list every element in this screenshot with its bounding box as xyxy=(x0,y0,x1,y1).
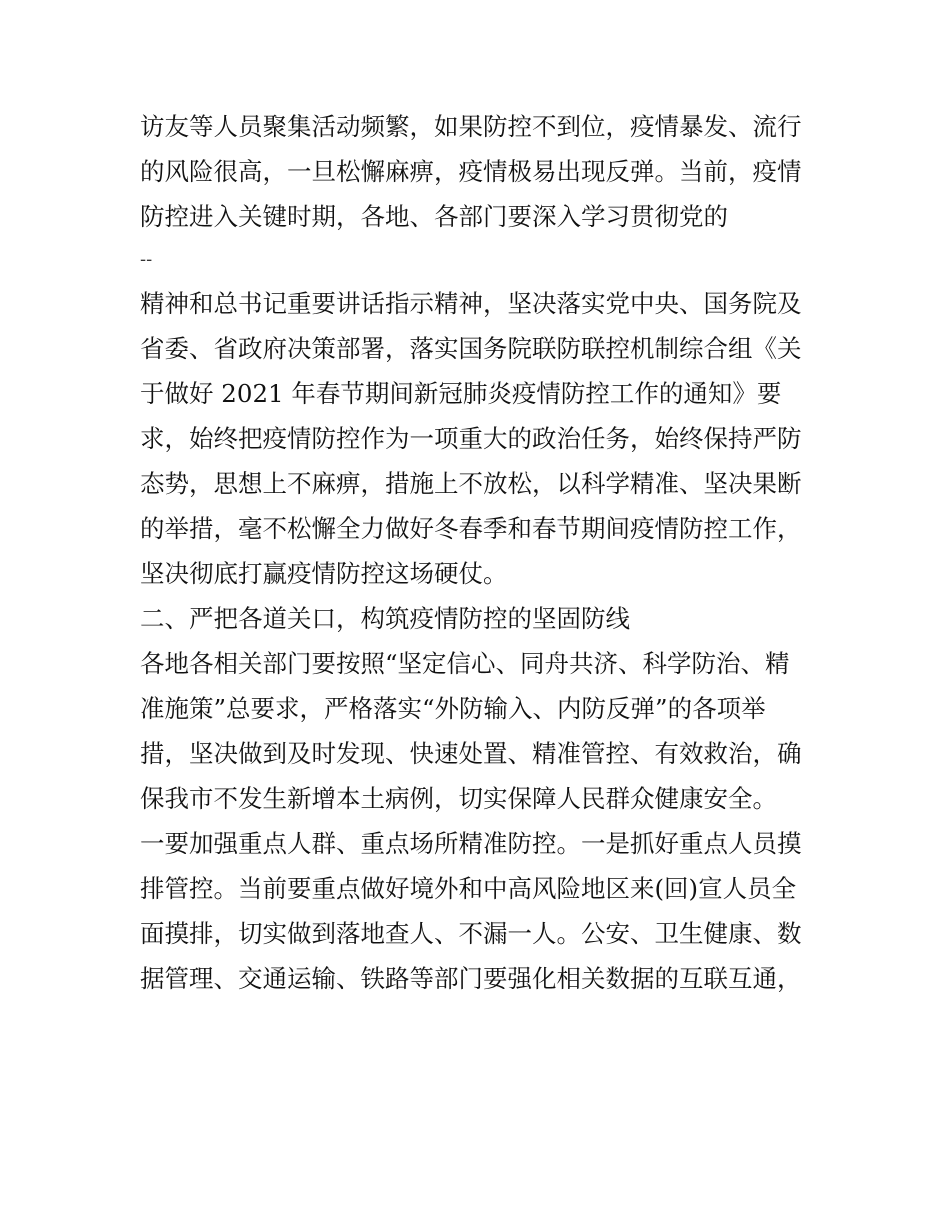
text-line: 求，始终把疫情防控作为一项重大的政治任务，始终保持严防 xyxy=(140,424,802,453)
section-heading: 二、严把各道关口，构筑疫情防控的坚固防线 xyxy=(140,604,630,633)
text-line: 于做好 2021 年春节期间新冠肺炎疫情防控工作的通知》要 xyxy=(140,379,782,408)
text-line: 访友等人员聚集活动频繁，如果防控不到位，疫情暴发、流行 xyxy=(140,112,802,141)
text-line: 准施策”总要求，严格落实“外防输入、内防反弹”的各项举 xyxy=(140,694,766,723)
text-line: 坚决彻底打赢疫情防控这场硬仗。 xyxy=(140,559,508,588)
text-line: 精神和总书记重要讲话指示精神，坚决落实党中央、国务院及 xyxy=(140,289,802,318)
text-line: 的举措，毫不松懈全力做好冬春季和春节期间疫情防控工作， xyxy=(140,514,802,543)
separator-mark: -- xyxy=(140,249,153,270)
text-line: 省委、省政府决策部署，落实国务院联防联控机制综合组《关 xyxy=(140,334,802,363)
text-line: 防控进入关键时期，各地、各部门要深入学习贯彻党的 xyxy=(140,202,728,231)
text-line: 态势，思想上不麻痹，措施上不放松，以科学精准、坚决果断 xyxy=(140,469,802,498)
text-line: 措，坚决做到及时发现、快速处置、精准管控、有效救治，确 xyxy=(140,739,802,768)
text-line: 据管理、交通运输、铁路等部门要强化相关数据的互联互通， xyxy=(140,964,802,993)
text-line: 一要加强重点人群、重点场所精准防控。一是抓好重点人员摸 xyxy=(140,829,802,858)
text-line: 排管控。当前要重点做好境外和中高风险地区来(回)宣人员全 xyxy=(140,874,797,903)
text-line: 面摸排，切实做到落地查人、不漏一人。公安、卫生健康、数 xyxy=(140,919,802,948)
document-body xyxy=(140,104,820,1001)
text-line: 的风险很高，一旦松懈麻痹，疫情极易出现反弹。当前，疫情 xyxy=(140,157,802,186)
text-line: 保我市不发生新增本土病例，切实保障人民群众健康安全。 xyxy=(140,784,777,813)
text-line: 各地各相关部门要按照“坚定信心、同舟共济、科学防治、精 xyxy=(140,649,790,678)
